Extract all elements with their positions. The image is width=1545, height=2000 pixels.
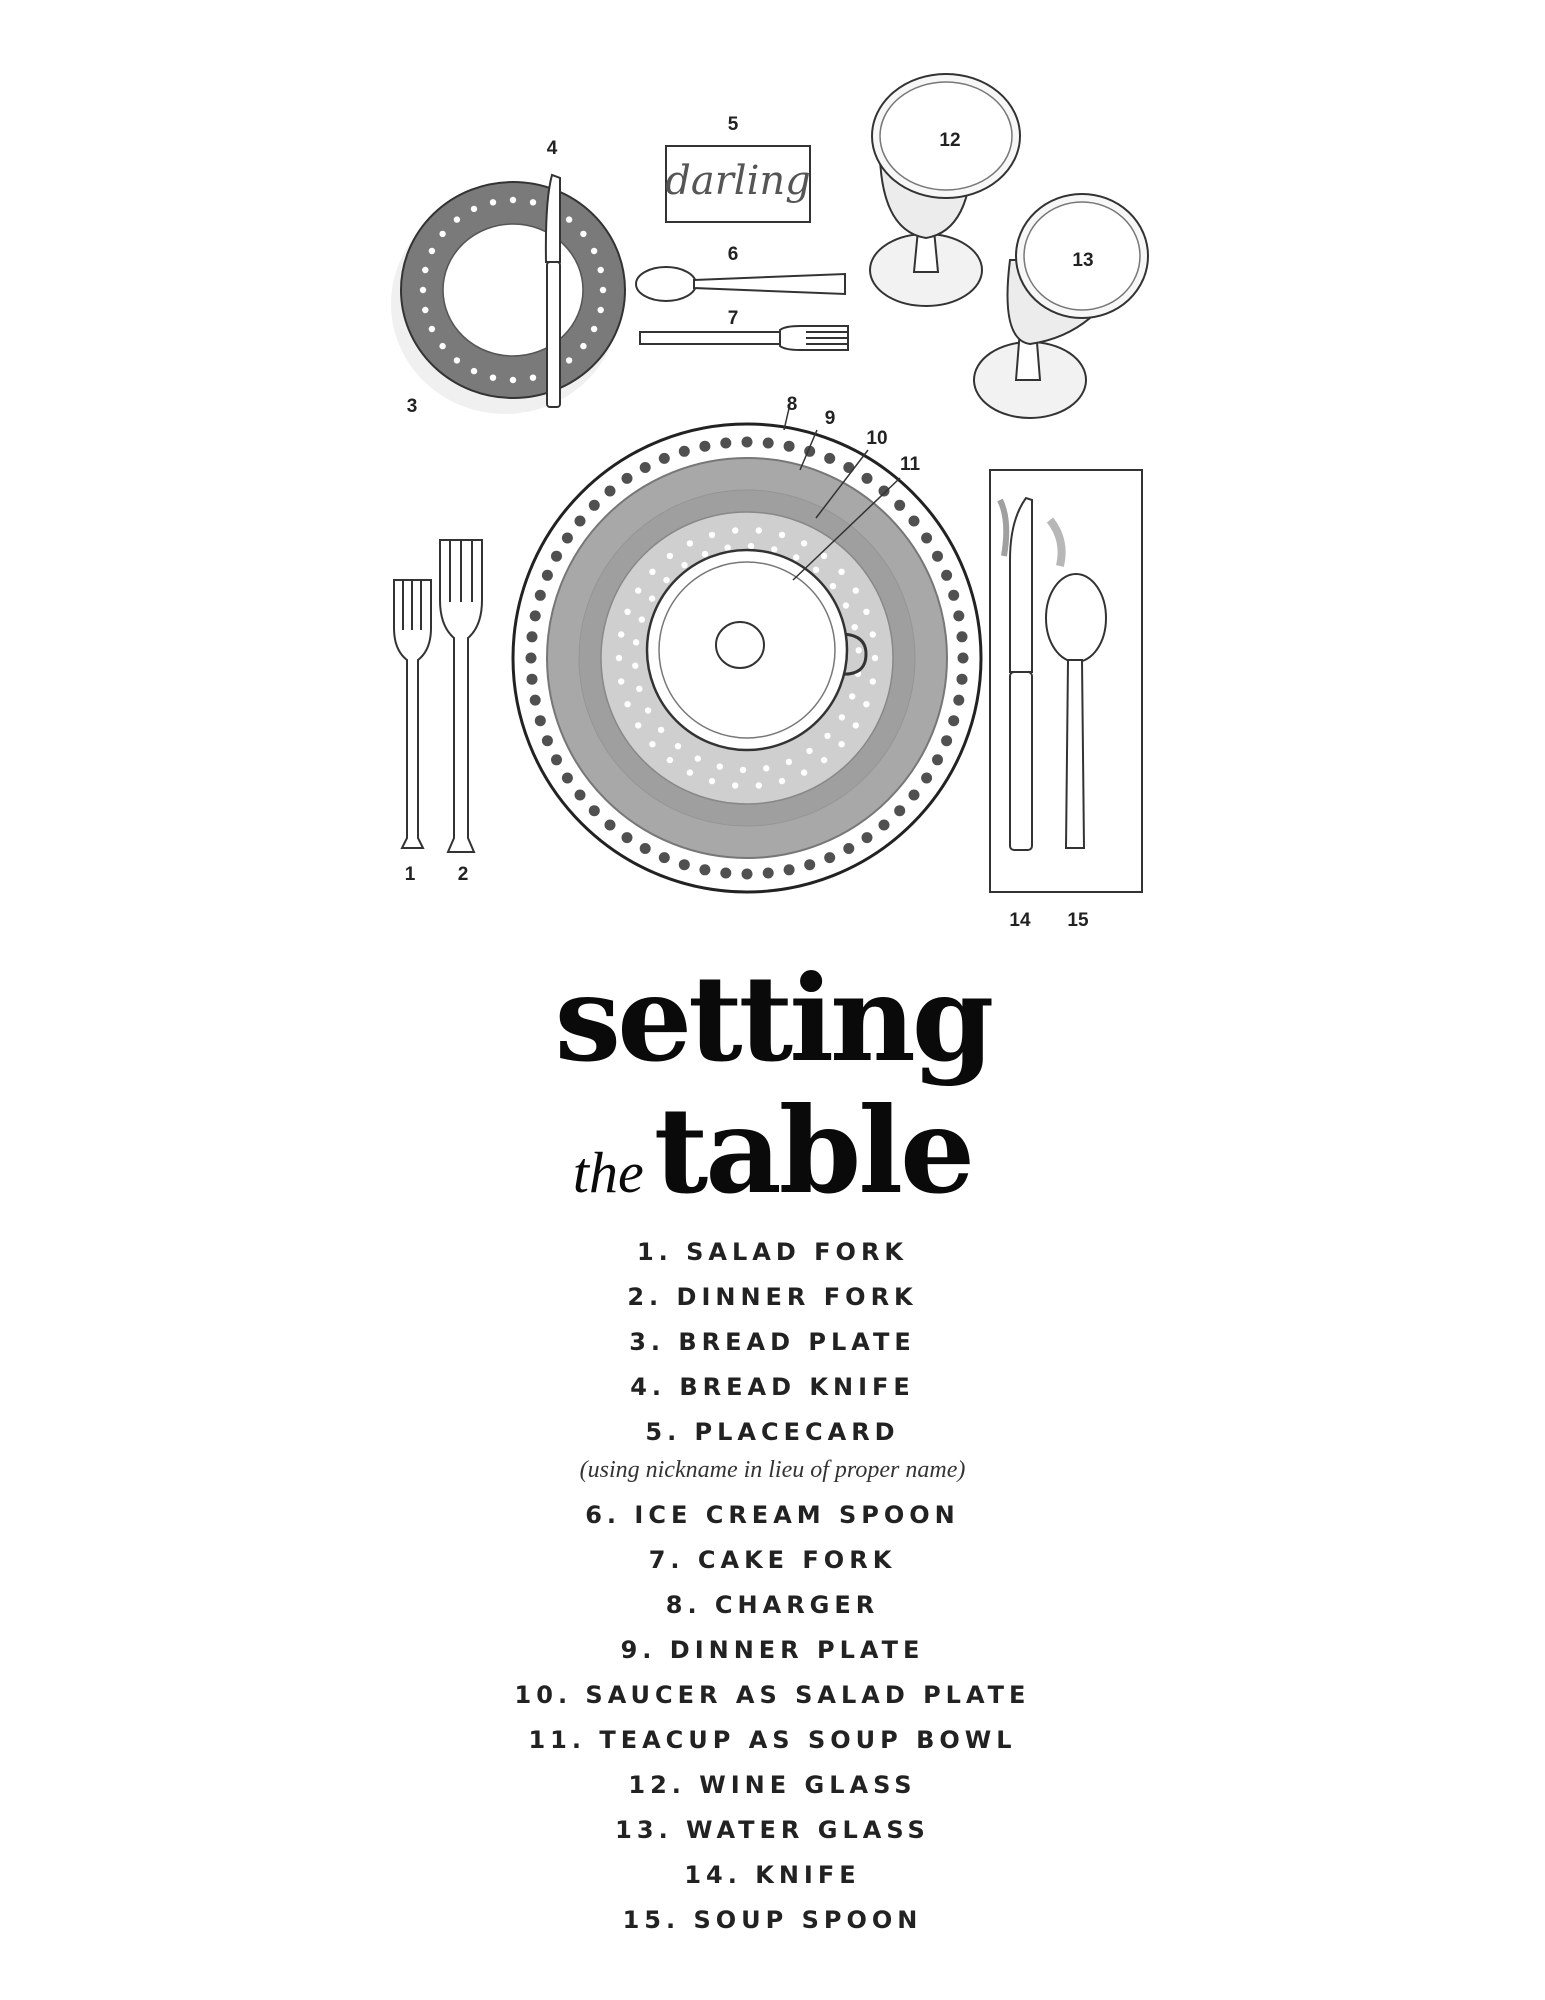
polka-dot [659, 453, 670, 464]
polka-dot [622, 473, 633, 484]
polka-dot [941, 735, 952, 746]
polka-dot [645, 707, 651, 713]
polka-dot [862, 832, 873, 843]
legend-item-knife: 14. KNIFE [684, 1861, 861, 1889]
callout-13: 13 [1072, 250, 1094, 271]
polka-dot [490, 375, 496, 381]
polka-dot [784, 864, 795, 875]
polka-dot [649, 595, 655, 601]
legend-item-dinner-fork: 2. DINNER FORK [627, 1283, 918, 1311]
placecard-text: darling [665, 158, 811, 204]
legend-item-salad-fork: 1. SALAD FORK [636, 1238, 909, 1266]
polka-dot [742, 437, 753, 448]
polka-dot [605, 486, 616, 497]
legend-item-wine-glass: 12. WINE GLASS [628, 1771, 917, 1799]
polka-dot [709, 532, 715, 538]
polka-dot [687, 769, 693, 775]
polka-dot [624, 701, 630, 707]
polka-dot [679, 446, 690, 457]
polka-dot [575, 790, 586, 801]
table-setting-illustration [0, 0, 1545, 960]
polka-dot [527, 674, 538, 685]
polka-dot [801, 540, 807, 546]
bread-knife [546, 175, 560, 407]
polka-dot [748, 543, 754, 549]
polka-dot [879, 486, 890, 497]
polka-dot [635, 722, 641, 728]
polka-dot [580, 231, 586, 237]
callout-2: 2 [457, 864, 469, 885]
polka-dot [598, 267, 604, 273]
polka-dot [562, 773, 573, 784]
polka-dot [439, 343, 445, 349]
title-table: table [653, 1081, 973, 1220]
polka-dot [667, 757, 673, 763]
dinner-knife [1010, 498, 1032, 850]
polka-dot [948, 715, 959, 726]
polka-dot [838, 741, 844, 747]
polka-dot [801, 769, 807, 775]
polka-dot [763, 765, 769, 771]
dinner-fork [440, 540, 482, 852]
water-glass [974, 194, 1148, 418]
polka-dot [921, 773, 932, 784]
polka-dot [870, 678, 876, 684]
polka-dot [618, 678, 624, 684]
polka-dot [639, 616, 645, 622]
polka-dot [600, 287, 606, 293]
polka-dot [663, 577, 669, 583]
legend-note-placecard: (using nickname in lieu of proper name) [579, 1457, 966, 1483]
polka-dot [824, 733, 830, 739]
polka-dot [510, 377, 516, 383]
polka-dot [804, 859, 815, 870]
polka-dot [551, 754, 562, 765]
legend-item-bread-plate: 3. BREAD PLATE [629, 1328, 916, 1356]
polka-dot [471, 368, 477, 374]
polka-dot [830, 583, 836, 589]
polka-dot [843, 462, 854, 473]
polka-dot [575, 516, 586, 527]
callout-11: 11 [899, 454, 921, 475]
polka-dot [843, 602, 849, 608]
title-setting: setting [554, 949, 991, 1088]
callout-12: 12 [939, 130, 961, 151]
polka-dot [439, 231, 445, 237]
polka-dot [756, 527, 762, 533]
polka-dot [679, 859, 690, 870]
polka-dot [589, 500, 600, 511]
callout-6: 6 [727, 244, 739, 265]
legend-item-dinner-plate: 9. DINNER PLATE [620, 1636, 925, 1664]
polka-dot [702, 551, 708, 557]
polka-dot [640, 462, 651, 473]
polka-dot [699, 441, 710, 452]
polka-dot [862, 473, 873, 484]
callout-7: 7 [727, 308, 739, 329]
polka-dot [921, 533, 932, 544]
polka-dot [763, 438, 774, 449]
polka-dot [740, 767, 746, 773]
polka-dot [824, 453, 835, 464]
polka-dot [957, 631, 968, 642]
polka-dot [675, 743, 681, 749]
polka-dot [756, 782, 762, 788]
polka-dot [932, 754, 943, 765]
ice-cream-spoon [636, 267, 845, 301]
polka-dot [649, 741, 655, 747]
polka-dot [793, 554, 799, 560]
polka-dot [527, 631, 538, 642]
polka-dot [420, 287, 426, 293]
polka-dot [843, 843, 854, 854]
legend-item-ice-cream-spoon: 6. ICE CREAM SPOON [585, 1501, 960, 1529]
polka-dot [742, 869, 753, 880]
legend-item-soup-spoon: 15. SOUP SPOON [622, 1906, 923, 1934]
polka-dot [879, 820, 890, 831]
polka-dot [948, 590, 959, 601]
title-line2 [0, 1081, 1545, 1220]
polka-dot [429, 326, 435, 332]
polka-dot [635, 587, 641, 593]
polka-dot [658, 727, 664, 733]
polka-dot [839, 714, 845, 720]
polka-dot [863, 701, 869, 707]
polka-dot [422, 307, 428, 313]
polka-dot [490, 199, 496, 205]
polka-dot [717, 763, 723, 769]
polka-dot [530, 199, 536, 205]
polka-dot [932, 551, 943, 562]
polka-dot [422, 267, 428, 273]
polka-dot [720, 868, 731, 879]
polka-dot [622, 832, 633, 843]
polka-dot [591, 326, 597, 332]
polka-dot [813, 567, 819, 573]
polka-dot [687, 540, 693, 546]
polka-dot [894, 805, 905, 816]
polka-dot [953, 695, 964, 706]
polka-dot [838, 569, 844, 575]
polka-dot [771, 546, 777, 552]
legend-item-bread-knife: 4. BREAD KNIFE [630, 1373, 915, 1401]
polka-dot [535, 715, 546, 726]
polka-dot [725, 545, 731, 551]
polka-dot [779, 532, 785, 538]
polka-dot [598, 307, 604, 313]
polka-dot [852, 624, 858, 630]
polka-dot [535, 590, 546, 601]
polka-dot [636, 686, 642, 692]
polka-dot [732, 782, 738, 788]
polka-dot [953, 610, 964, 621]
polka-dot [566, 357, 572, 363]
polka-dot [471, 206, 477, 212]
polka-dot [589, 805, 600, 816]
legend-item-cake-fork: 7. CAKE FORK [648, 1546, 897, 1574]
polka-dot [454, 357, 460, 363]
legend-list [0, 1230, 1545, 1943]
polka-dot [732, 527, 738, 533]
salad-fork [394, 580, 431, 848]
polka-dot [429, 248, 435, 254]
polka-dot [709, 778, 715, 784]
callout-5: 5 [727, 114, 739, 135]
bread-plate [391, 182, 625, 414]
polka-dot [618, 631, 624, 637]
polka-dot [856, 647, 862, 653]
placecard [665, 146, 811, 222]
polka-dot [530, 610, 541, 621]
polka-dot [786, 759, 792, 765]
polka-dot [806, 748, 812, 754]
polka-dot [580, 343, 586, 349]
cake-fork [640, 326, 848, 350]
polka-dot [591, 248, 597, 254]
title-the: the [572, 1140, 644, 1205]
legend-item-placecard: 5. PLACECARD [645, 1418, 900, 1446]
polka-dot [542, 735, 553, 746]
polka-dot [863, 609, 869, 615]
polka-dot [763, 868, 774, 879]
polka-dot [821, 757, 827, 763]
polka-dot [894, 500, 905, 511]
polka-dot [957, 674, 968, 685]
callout-3: 3 [406, 396, 418, 417]
polka-dot [695, 755, 701, 761]
polka-dot [659, 852, 670, 863]
polka-dot [779, 778, 785, 784]
polka-dot [649, 569, 655, 575]
callout-9: 9 [824, 408, 836, 429]
polka-dot [909, 516, 920, 527]
polka-dot [605, 820, 616, 831]
polka-dot [872, 655, 878, 661]
polka-dot [720, 438, 731, 449]
callout-1: 1 [404, 864, 416, 885]
polka-dot [640, 843, 651, 854]
polka-dot [853, 587, 859, 593]
polka-dot [870, 631, 876, 637]
polka-dot [530, 695, 541, 706]
polka-dot [699, 864, 710, 875]
callout-4: 4 [546, 138, 558, 159]
callout-14: 14 [1009, 910, 1031, 931]
polka-dot [633, 639, 639, 645]
polka-dot [530, 375, 536, 381]
legend-item-teacup: 11. TEACUP AS SOUP BOWL [528, 1726, 1017, 1754]
polka-dot [958, 653, 969, 664]
polka-dot [667, 553, 673, 559]
polka-dot [681, 562, 687, 568]
legend-item-saucer: 10. SAUCER AS SALAD PLATE [514, 1681, 1031, 1709]
legend-item-water-glass: 13. WATER GLASS [615, 1816, 930, 1844]
callout-15: 15 [1067, 910, 1089, 931]
polka-dot [849, 693, 855, 699]
polka-dot [784, 441, 795, 452]
polka-dot [510, 197, 516, 203]
polka-dot [941, 570, 952, 581]
callout-8: 8 [786, 394, 798, 415]
polka-dot [632, 663, 638, 669]
polka-dot [551, 551, 562, 562]
polka-dot [454, 216, 460, 222]
polka-dot [824, 852, 835, 863]
polka-dot [616, 655, 622, 661]
polka-dot [566, 216, 572, 222]
polka-dot [909, 790, 920, 801]
polka-dot [821, 553, 827, 559]
polka-dot [853, 722, 859, 728]
polka-dot [542, 570, 553, 581]
callout-10: 10 [866, 428, 888, 449]
wine-glass [870, 74, 1020, 306]
polka-dot [624, 609, 630, 615]
polka-dot [526, 653, 537, 664]
legend-item-charger: 8. CHARGER [665, 1591, 880, 1619]
polka-dot [562, 533, 573, 544]
